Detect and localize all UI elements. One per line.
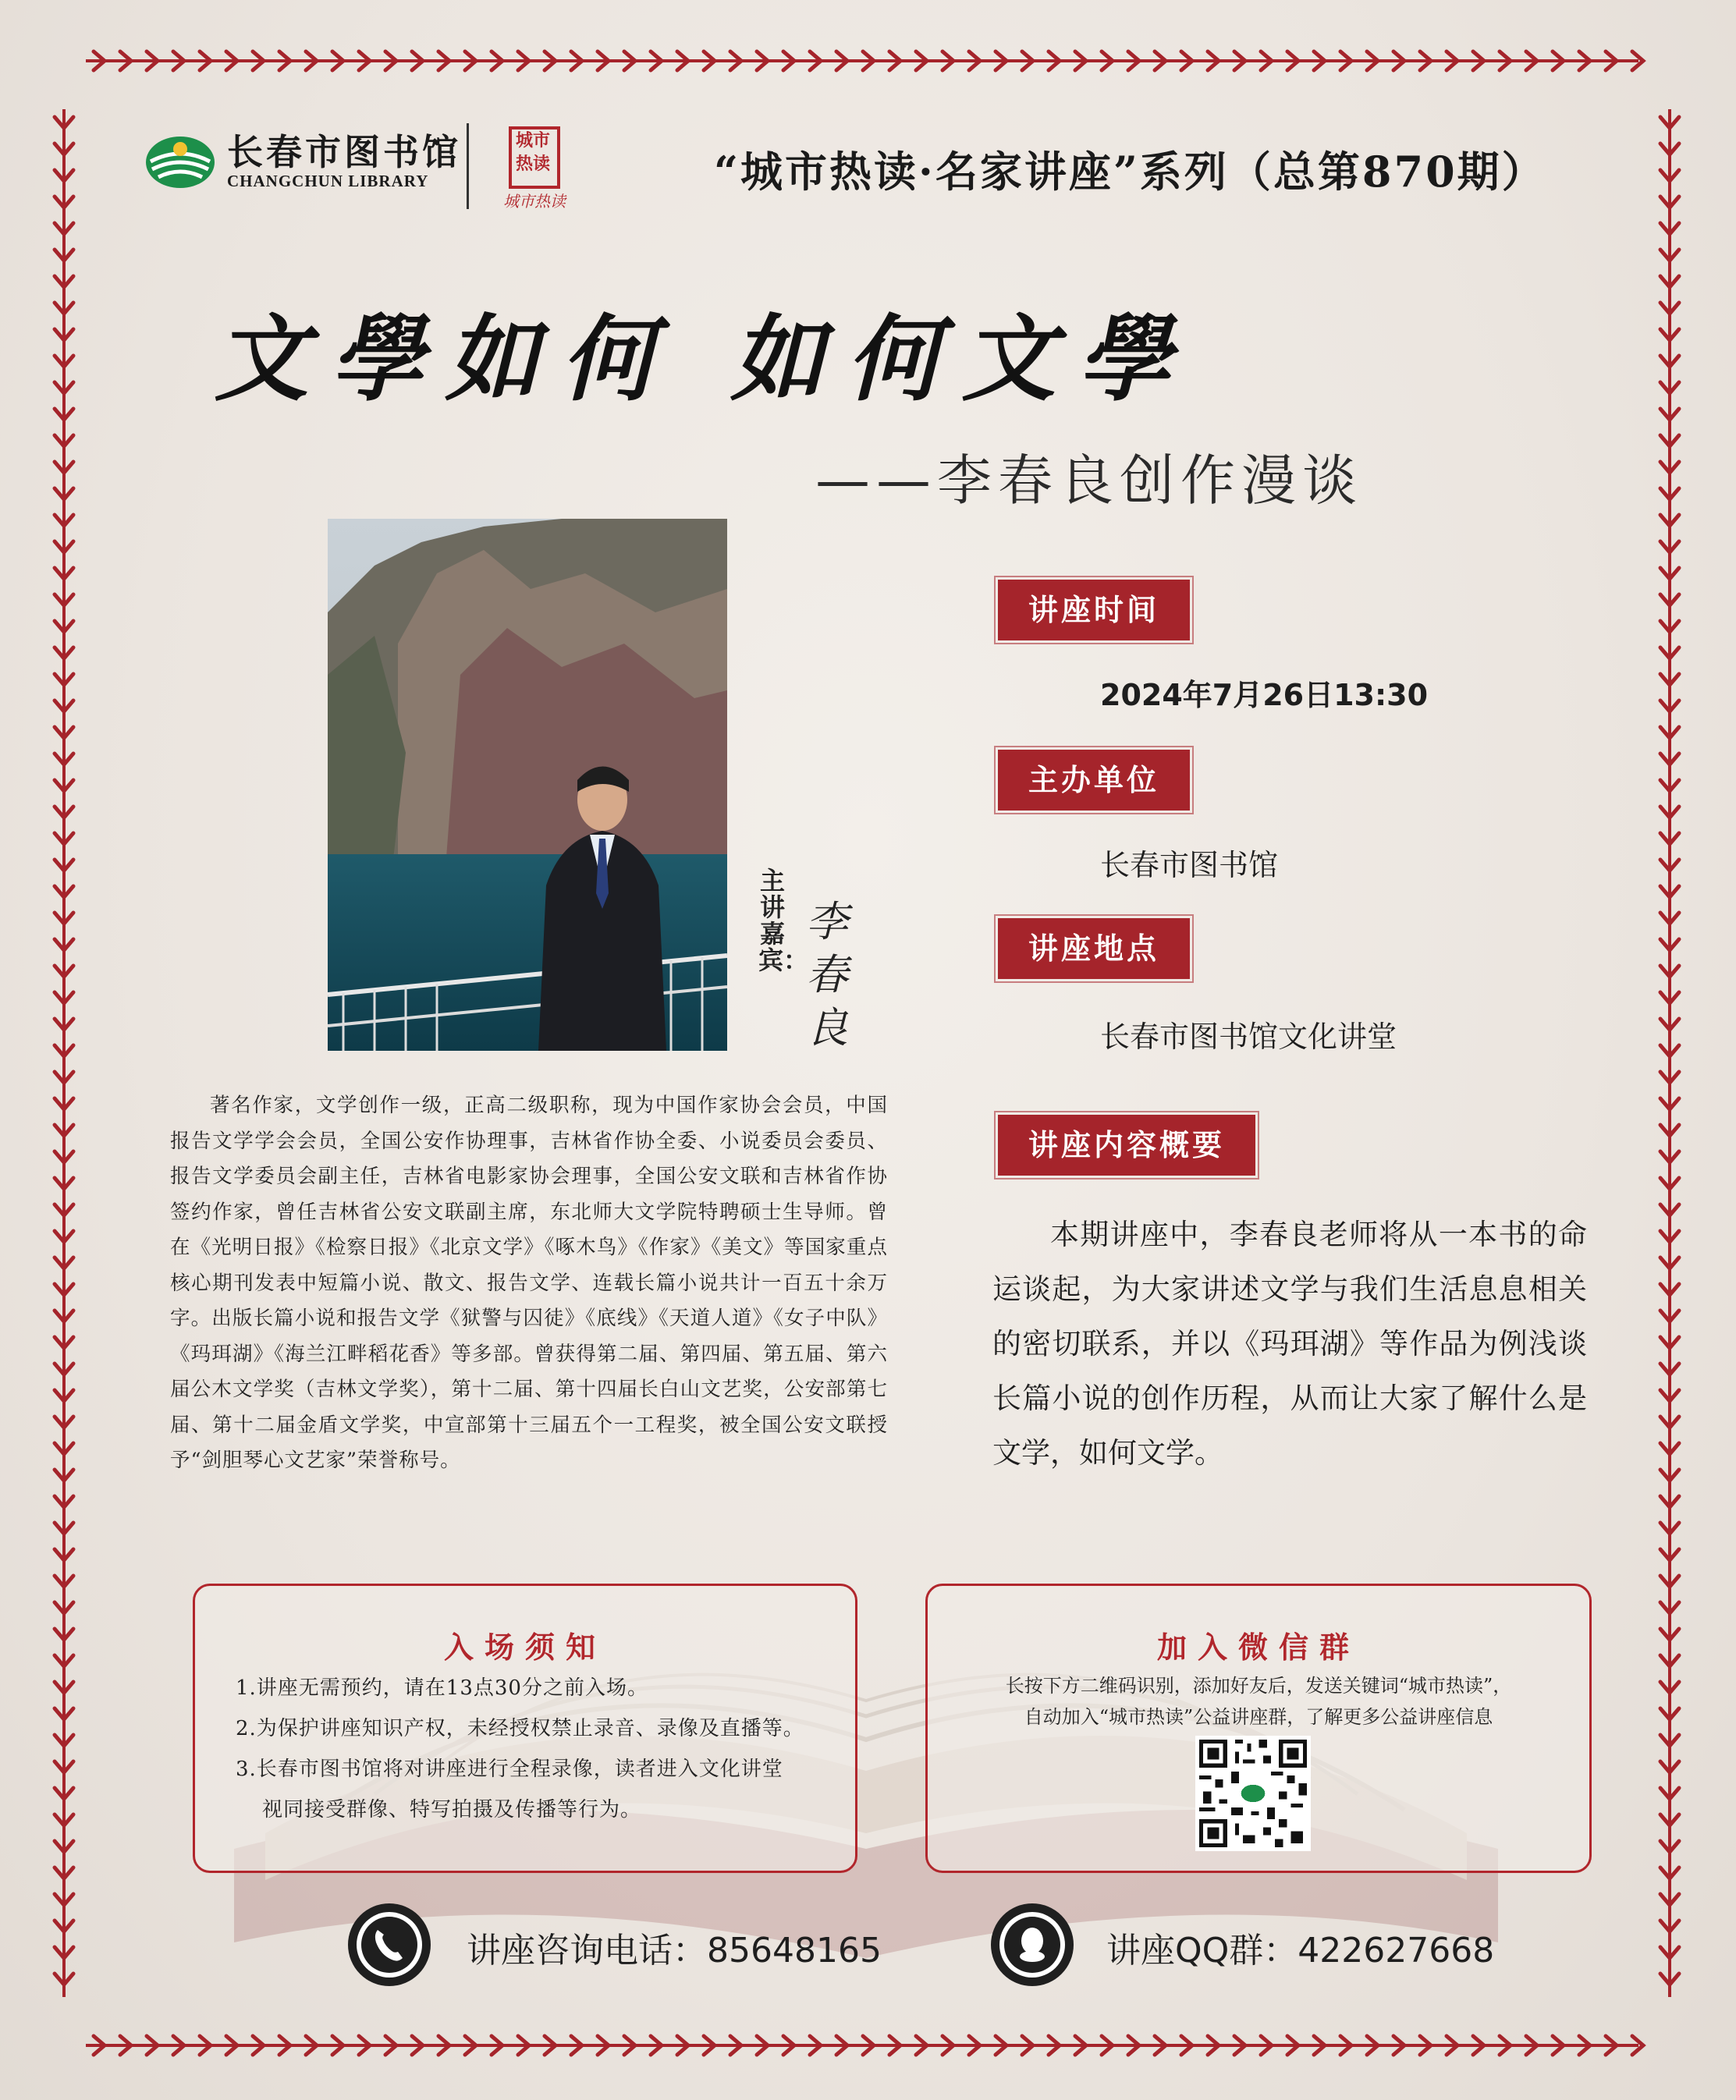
- notice-rule-2: 2.为保护讲座知识产权，未经授权禁止录音、录像及直播等。: [236, 1717, 804, 1740]
- library-name-cn: 长春市图书馆: [227, 131, 461, 173]
- wechat-instruction-2: 自动加入“城市热读”公益讲座群，了解更多公益讲座信息: [1024, 1706, 1493, 1728]
- wechat-group-title: 加入微信群: [1156, 1630, 1360, 1665]
- library-name-en: CHANGCHUN LIBRARY: [227, 172, 429, 190]
- lecture-time-value: 2024年7月26日13:30: [1100, 678, 1429, 712]
- library-logo-icon: [144, 135, 216, 190]
- lecture-time-tag: 讲座时间: [1000, 582, 1188, 638]
- main-title: 文學如何 如何文學: [215, 304, 1193, 414]
- sub-title: ——李春良创作漫谈: [815, 449, 1363, 513]
- wechat-instruction-1: 长按下方二维码识别，添加好友后，发送关键词“城市热读”，: [1005, 1675, 1512, 1697]
- admission-notice-box: [193, 1584, 857, 1873]
- phone-icon: [348, 1903, 431, 1986]
- guest-name: 李春良: [806, 897, 848, 1052]
- notice-rule-1: 1.讲座无需预约，请在13点30分之前入场。: [236, 1676, 648, 1700]
- notice-rule-3-cont: 视同接受群像、特写拍摄及传播等行为。: [262, 1798, 642, 1822]
- phone-contact[interactable]: 讲座咨询电话：85648165: [467, 1931, 882, 1971]
- seal-script: 城市热读: [503, 192, 566, 211]
- venue-tag: 讲座地点: [1000, 921, 1188, 977]
- qq-icon: [991, 1903, 1074, 1986]
- summary-tag: 讲座内容概要: [1000, 1117, 1253, 1173]
- wechat-qr-code[interactable]: [1195, 1736, 1311, 1851]
- library-logo: [144, 133, 461, 191]
- lecture-summary: 本期讲座中，李春良老师将从一本书的命运谈起，为大家讲述文学与我们生活息息相关的密切联系，并以《玛珥湖》等作品为例浅谈长篇小说的创作历程，从而让大家了解什么是文学，如何文学。: [992, 1218, 1587, 1470]
- city-reading-seal: [484, 126, 577, 212]
- guest-photo: [328, 519, 727, 1051]
- venue-value: 长春市图书馆文化讲堂: [1100, 1020, 1397, 1054]
- host-tag: 主办单位: [1000, 752, 1188, 808]
- host-value: 长春市图书馆: [1100, 848, 1279, 882]
- header-divider: [467, 123, 469, 209]
- series-title: “城市热读·名家讲座”系列（总第870期）: [714, 147, 1546, 197]
- seal-text: 城市热读: [515, 131, 550, 174]
- qq-group-contact[interactable]: 讲座QQ群：422627668: [1106, 1931, 1495, 1971]
- notice-rule-3: 3.长春市图书馆将对讲座进行全程录像，读者进入文化讲堂: [236, 1758, 783, 1781]
- guest-label: 主讲嘉宾：: [758, 866, 809, 975]
- admission-notice-title: 入场须知: [443, 1630, 606, 1665]
- guest-bio: 著名作家，文学创作一级，正高二级职称，现为中国作家协会会员，中国报告文学学会会员，全国公安作协理事，吉林省作协全委、小说委员会委员、报告文学委员会副主任，吉林省电影家协会理事，全国公安文联和吉林省作协签约作家，曾任吉林省公安文联副主席，东北师大文学院特聘硕士生导师。曾在《光明日报》《检察日报》《北京文学》《啄木鸟》《作家》《美文》等国家重点核心期刊发表中短篇小说、散文、报告文学、连载长篇小说共计一百五十余万字。出版长篇小说和报告文学《狱警与囚徒》《底线》《天道人道》《女子中队》《玛珥湖》《海兰江畔稻花香》等多部。曾获得第二届、第四届、第五届、第六届公木文学奖（吉林文学奖），第十二届、第十四届长白山文艺奖，公安部第七届、第十二届金盾文学奖，中宣部第十三届五个一工程奖，被全国公安文联授予“剑胆琴心文艺家”荣誉称号。: [170, 1094, 888, 1472]
